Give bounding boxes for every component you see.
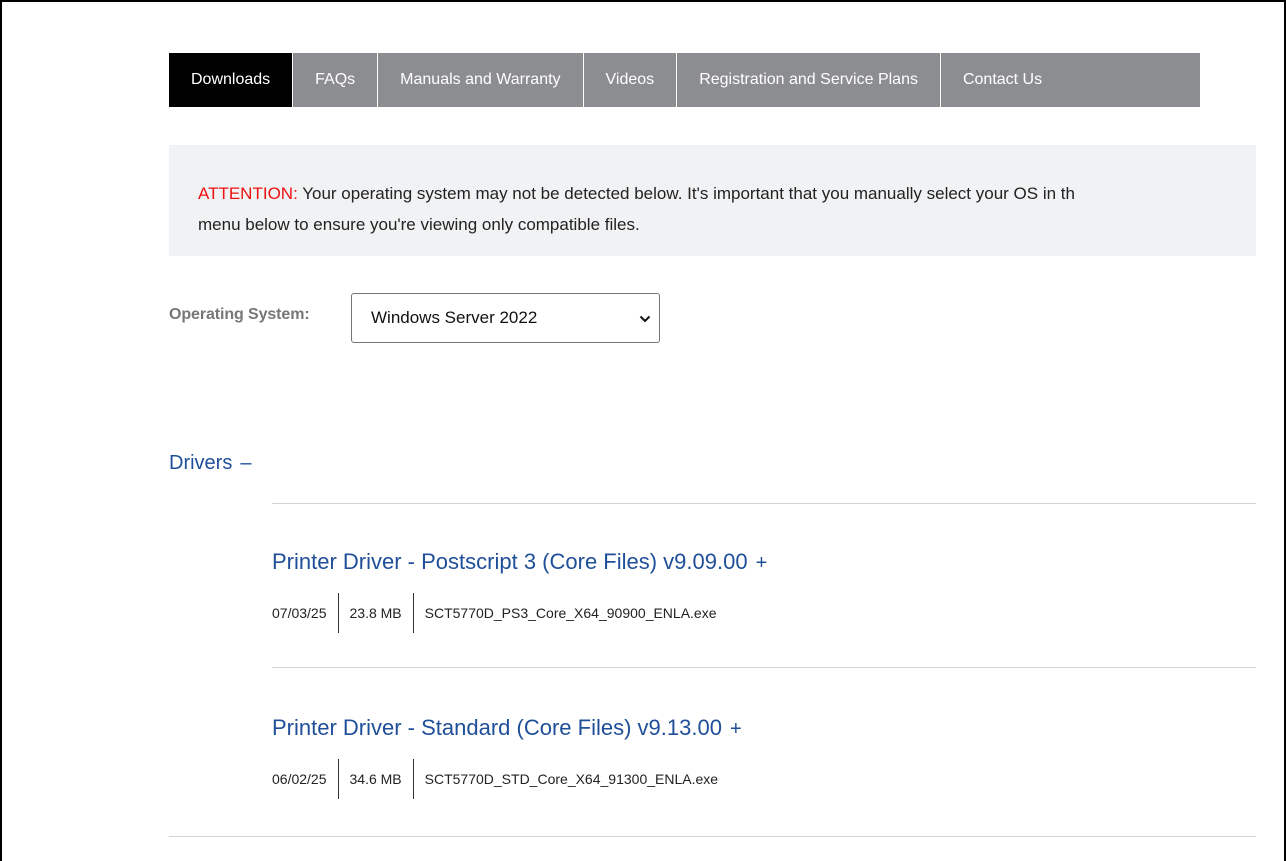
os-select-value: Windows Server 2022 bbox=[371, 308, 538, 327]
driver-title-text: Printer Driver - Standard (Core Files) v9.13.00 bbox=[272, 715, 722, 740]
attention-line-1: Your operating system may not be detected below. It's important that you manually select your OS in th bbox=[297, 184, 1075, 203]
tab-videos[interactable]: Videos bbox=[583, 53, 677, 107]
chevron-down-icon bbox=[639, 313, 651, 325]
driver-meta-standard bbox=[272, 759, 718, 799]
tab-registration-and-service-plans[interactable]: Registration and Service Plans bbox=[676, 53, 940, 107]
meta-separator bbox=[338, 759, 339, 799]
drivers-section-header[interactable] bbox=[169, 452, 251, 475]
driver-filename[interactable]: SCT5770D_PS3_Core_X64_90900_ENLA.exe bbox=[424, 605, 717, 621]
driver-size: 23.8 MB bbox=[349, 605, 402, 621]
page-viewport bbox=[2, 2, 1256, 861]
support-tabs bbox=[169, 53, 1200, 107]
expand-icon: + bbox=[729, 718, 742, 740]
driver-date: 07/03/25 bbox=[272, 605, 327, 621]
expand-icon: + bbox=[755, 552, 768, 574]
divider bbox=[169, 836, 1256, 837]
divider bbox=[272, 503, 1256, 504]
drivers-section-title: Drivers bbox=[169, 452, 233, 474]
collapse-icon: – bbox=[240, 452, 252, 474]
meta-separator bbox=[413, 759, 414, 799]
tab-faqs[interactable]: FAQs bbox=[292, 53, 377, 107]
attention-label: ATTENTION: bbox=[198, 184, 298, 203]
meta-separator bbox=[413, 593, 414, 633]
driver-title-text: Printer Driver - Postscript 3 (Core Files) v9.09.00 bbox=[272, 549, 748, 574]
tab-manuals-and-warranty[interactable]: Manuals and Warranty bbox=[377, 53, 582, 107]
os-select[interactable] bbox=[351, 293, 660, 343]
driver-meta-postscript3 bbox=[272, 593, 717, 633]
tab-downloads[interactable]: Downloads bbox=[169, 53, 292, 107]
driver-title-postscript3[interactable] bbox=[272, 549, 767, 575]
attention-message bbox=[198, 178, 1256, 240]
driver-size: 34.6 MB bbox=[349, 771, 402, 787]
attention-banner bbox=[169, 145, 1256, 256]
driver-title-standard[interactable] bbox=[272, 715, 742, 741]
driver-date: 06/02/25 bbox=[272, 771, 327, 787]
meta-separator bbox=[338, 593, 339, 633]
divider bbox=[272, 667, 1256, 668]
tab-contact-us[interactable]: Contact Us bbox=[940, 53, 1200, 107]
attention-line-2: menu below to ensure you're viewing only compatible files. bbox=[198, 215, 640, 234]
os-select-label: Operating System: bbox=[169, 306, 310, 323]
driver-filename[interactable]: SCT5770D_STD_Core_X64_91300_ENLA.exe bbox=[424, 771, 719, 787]
